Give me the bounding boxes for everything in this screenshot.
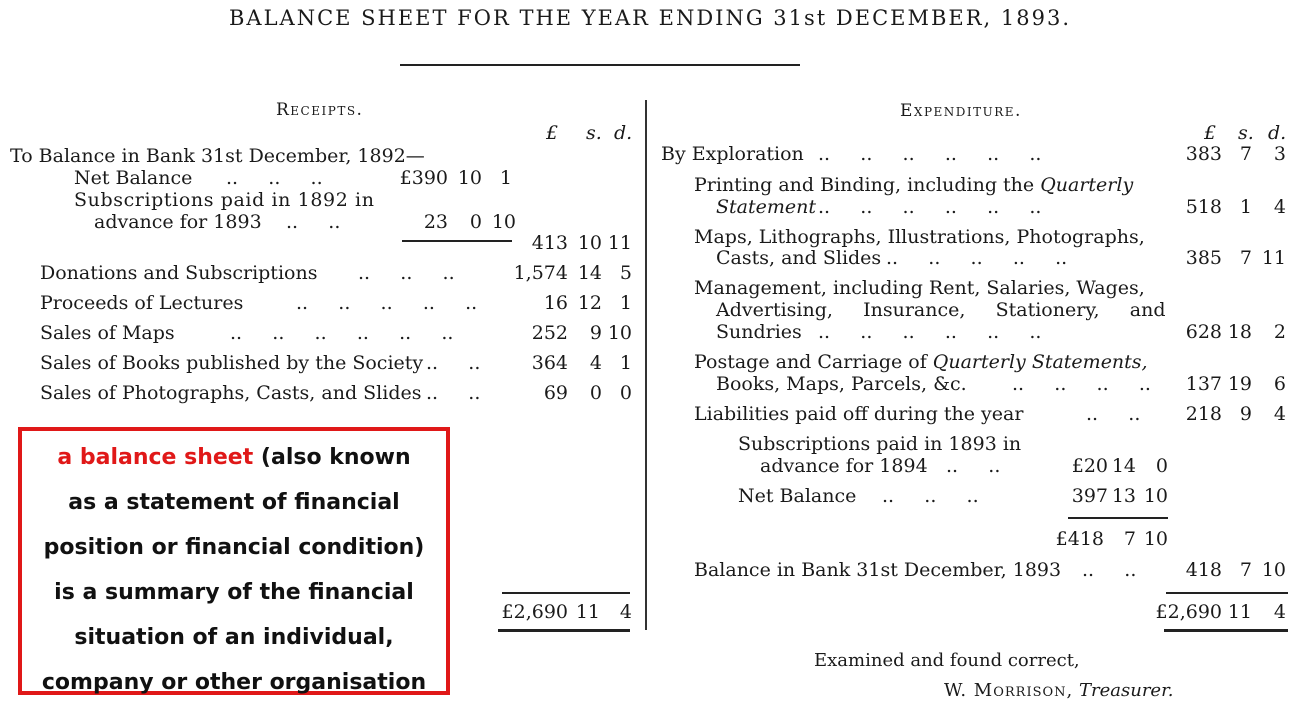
receipts-row-dots: .. .. .. .. .. (296, 292, 478, 314)
receipts-row-d: 0 (619, 382, 632, 404)
printing-dots: .. .. .. .. .. .. (818, 196, 1042, 218)
exp-subtotal-d: 10 (1143, 528, 1168, 550)
exploration-dots: .. .. .. .. .. .. (818, 143, 1042, 165)
receipts-row-pounds: 1,574 (513, 262, 568, 284)
receipts-subtotal-rule (402, 240, 512, 242)
receipts-row-dots: .. .. .. .. .. .. (230, 322, 454, 344)
exp-net-balance-s: 13 (1111, 485, 1136, 507)
receipts-row-label: Proceeds of Lectures (40, 292, 244, 314)
receipts-subtotal-s: 10 (577, 232, 602, 254)
liabilities-pounds: 218 (1185, 403, 1222, 425)
receipts-row-dots: .. .. (426, 382, 481, 404)
mgmt-line3: Sundries (716, 321, 802, 343)
liabilities-s: 9 (1239, 403, 1252, 425)
subs1893-dots: .. .. (946, 455, 1001, 477)
receipts-row-dots: .. .. (426, 352, 481, 374)
receipts-subs-d: 10 (491, 211, 516, 233)
receipts-row-label: Sales of Photographs, Casts, and Slides (40, 382, 422, 404)
postage-pounds: 137 (1185, 373, 1222, 395)
receipts-row-d: 10 (607, 322, 632, 344)
receipts-row-pounds: 16 (543, 292, 568, 314)
maps-pounds: 385 (1185, 247, 1222, 269)
receipts-col-shillings: s. (586, 122, 602, 144)
title-rule (400, 64, 800, 66)
expenditure-col-pence: d. (1268, 122, 1287, 144)
printing-pounds: 518 (1185, 196, 1222, 218)
maps-dots: .. .. .. .. .. (886, 247, 1068, 269)
liabilities-d: 4 (1273, 403, 1286, 425)
balance-1893-s: 7 (1239, 559, 1252, 581)
balance-1893-dots: .. .. (1082, 559, 1137, 581)
postage-line2: Books, Maps, Parcels, &c. (716, 373, 967, 395)
liabilities-dots: .. .. (1086, 403, 1141, 425)
receipts-total-d: 4 (619, 601, 632, 623)
postage-line1 (694, 351, 1148, 373)
printing-d: 4 (1273, 196, 1286, 218)
postage-line1-italic: Quarterly Statements, (932, 351, 1148, 373)
balance-1893-label: Balance in Bank 31st December, 1893 (694, 559, 1062, 581)
receipts-col-pounds: £ (546, 122, 559, 144)
mgmt-d: 2 (1273, 321, 1286, 343)
receipts-subtotal-pounds: 413 (531, 232, 568, 254)
receipts-row-s: 14 (577, 262, 602, 284)
signoff-role: Treasurer. (1079, 680, 1174, 701)
expenditure-col-shillings: s. (1238, 122, 1254, 144)
receipts-heading: Receipts. (276, 100, 364, 120)
printing-line1-text: Printing and Binding, including the (694, 174, 1035, 196)
receipts-subs-dots: .. .. (286, 211, 341, 233)
definition-callout (18, 427, 450, 695)
receipts-net-balance-label: Net Balance (74, 167, 193, 189)
receipts-row-pounds: 252 (531, 322, 568, 344)
receipts-subs-s: 0 (469, 211, 482, 233)
exp-net-balance-dots: .. .. .. (882, 485, 979, 507)
mgmt-dots: .. .. .. .. .. .. (818, 321, 1042, 343)
receipts-net-balance-pounds: £390 (399, 167, 448, 189)
exp-net-balance-d: 10 (1143, 485, 1168, 507)
receipts-total-pounds: £2,690 (501, 601, 568, 623)
printing-line1-italic: Quarterly (1040, 174, 1134, 196)
receipts-row-d: 1 (619, 352, 632, 374)
exp-subtotal-pounds: £418 (1055, 528, 1104, 550)
postage-s: 19 (1227, 373, 1252, 395)
balance-1893-pounds: 418 (1185, 559, 1222, 581)
exp-total-rule-bottom (1164, 629, 1288, 632)
receipts-subs-line2: advance for 1893 (94, 211, 262, 233)
receipts-net-balance-dots: .. .. .. (226, 167, 323, 189)
exp-net-balance-label: Net Balance (738, 485, 857, 507)
receipts-row-d: 1 (619, 292, 632, 314)
exploration-label: By Exploration (661, 143, 804, 165)
receipts-balance-1892: To Balance in Bank 31st December, 1892— (10, 145, 425, 167)
receipts-row-d: 5 (619, 262, 632, 284)
maps-d: 11 (1261, 247, 1286, 269)
exploration-pounds: 383 (1185, 143, 1222, 165)
exploration-d: 3 (1273, 143, 1286, 165)
receipts-net-balance-d: 1 (499, 167, 512, 189)
signoff-name: W. Morrison, (944, 680, 1074, 701)
exp-subtotal-rule (1068, 517, 1168, 519)
receipts-row-s: 0 (589, 382, 602, 404)
callout-line1-rest: (also known (260, 445, 411, 470)
mgmt-line1: Management, including Rent, Salaries, Wages, (694, 277, 1145, 299)
exp-total-s: 11 (1227, 601, 1252, 623)
exp-total-rule-top (1166, 592, 1288, 594)
exploration-s: 7 (1239, 143, 1252, 165)
exp-total-d: 4 (1273, 601, 1286, 623)
callout-line6: company or other organisation (41, 670, 427, 695)
receipts-row-label: Sales of Books published by the Society (40, 352, 424, 374)
callout-line5: situation of an individual, (74, 625, 394, 650)
receipts-row-pounds: 69 (543, 382, 568, 404)
exp-total-pounds: £2,690 (1155, 601, 1222, 623)
exp-net-balance-pounds: 397 (1071, 485, 1108, 507)
receipts-row-dots: .. .. .. (358, 262, 455, 284)
receipts-total-rule-top (502, 592, 630, 594)
receipts-subtotal-d: 11 (607, 232, 632, 254)
receipts-row-label: Sales of Maps (40, 322, 175, 344)
postage-d: 6 (1273, 373, 1286, 395)
subs1893-line1: Subscriptions paid in 1893 in (738, 433, 1022, 455)
balance-1893-d: 10 (1261, 559, 1286, 581)
subs1893-s: 14 (1111, 455, 1136, 477)
maps-line2: Casts, and Slides (716, 247, 882, 269)
mgmt-line2: Advertising, Insurance, Stationery, and (716, 299, 1166, 321)
printing-line1 (694, 174, 1133, 196)
receipts-total-s: 11 (575, 601, 600, 623)
printing-s: 1 (1239, 196, 1252, 218)
receipts-net-balance-s: 10 (457, 167, 482, 189)
callout-line4: is a summary of the financial (54, 580, 414, 605)
receipts-row-s: 9 (589, 322, 602, 344)
subs1893-pounds: £20 (1071, 455, 1108, 477)
document-title: BALANCE SHEET FOR THE YEAR ENDING 31st DECEMBER, 1893. (228, 6, 1072, 30)
callout-highlight: a balance sheet (57, 445, 254, 470)
callout-line1 (22, 435, 446, 480)
liabilities-label: Liabilities paid off during the year (694, 403, 1024, 425)
receipts-col-pence: d. (614, 122, 633, 144)
postage-dots: .. .. .. .. (1012, 373, 1151, 395)
receipts-row-pounds: 364 (531, 352, 568, 374)
column-divider (645, 100, 647, 630)
callout-line3: position or financial condition) (43, 535, 425, 560)
maps-line1: Maps, Lithographs, Illustrations, Photographs, (694, 226, 1145, 248)
exp-subtotal-s: 7 (1123, 528, 1136, 550)
expenditure-heading: Expenditure. (900, 101, 1022, 121)
receipts-subs-line1: Subscriptions paid in 1892 in (74, 189, 375, 211)
postage-line1-text: Postage and Carriage of (694, 351, 927, 373)
receipts-row-s: 4 (589, 352, 602, 374)
receipts-subs-pounds: 23 (423, 211, 448, 233)
mgmt-pounds: 628 (1185, 321, 1222, 343)
maps-s: 7 (1239, 247, 1252, 269)
subs1893-line2: advance for 1894 (760, 455, 928, 477)
receipts-row-label: Donations and Subscriptions (40, 262, 318, 284)
receipts-total-rule-bottom (498, 629, 630, 632)
receipts-row-s: 12 (577, 292, 602, 314)
subs1893-d: 0 (1155, 455, 1168, 477)
mgmt-s: 18 (1227, 321, 1252, 343)
expenditure-col-pounds: £ (1204, 122, 1217, 144)
printing-line2: Statement (716, 196, 816, 218)
signoff-signature (944, 680, 1173, 701)
callout-line2: as a statement of financial (68, 490, 400, 515)
signoff-examined: Examined and found correct, (814, 650, 1080, 671)
